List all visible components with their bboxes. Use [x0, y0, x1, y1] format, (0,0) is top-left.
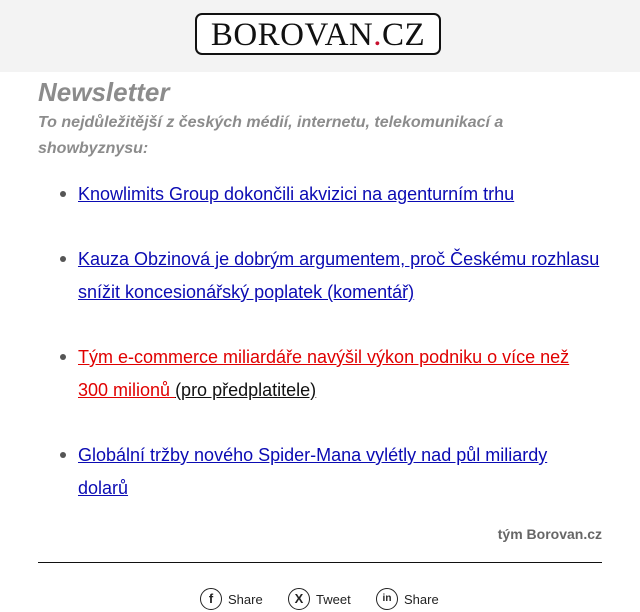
article-link[interactable]: Globální tržby nového Spider-Mana vylétly nad půl miliardy dolarů	[78, 445, 548, 498]
logo-dot: .	[373, 17, 382, 53]
share-label: Share	[228, 592, 263, 607]
list-item	[38, 341, 602, 407]
x-twitter-icon: X	[288, 588, 310, 610]
signature: tým Borovan.cz	[497, 526, 602, 542]
article-link[interactable]: Kauza Obzinová je dobrým argumentem, proč Českému rozhlasu snížit koncesionářský poplatek (komentář)	[78, 249, 600, 302]
logo-main-text: BOROVAN	[210, 17, 374, 53]
newsletter-title: Newsletter	[38, 77, 170, 107]
share-label: Share	[404, 592, 439, 607]
share-bar	[200, 588, 460, 612]
facebook-icon: f	[200, 588, 222, 610]
bullet-icon	[60, 354, 66, 360]
bullet-icon	[60, 256, 66, 262]
article-list	[38, 178, 602, 505]
newsletter-content	[38, 76, 602, 537]
logo-tld-text: CZ	[382, 17, 426, 53]
bullet-icon	[60, 191, 66, 197]
share-x-button[interactable]	[288, 588, 351, 612]
header-bar	[0, 0, 640, 72]
share-linkedin-button[interactable]	[376, 588, 439, 612]
list-item	[38, 439, 602, 505]
article-link[interactable]: Knowlimits Group dokončili akvizici na agenturním trhu	[78, 184, 515, 204]
subscriber-only-label: (pro předplatitele)	[175, 380, 317, 400]
share-label: Tweet	[316, 592, 351, 607]
share-facebook-button[interactable]	[200, 588, 263, 612]
premium-article-title: Tým e-commerce miliardáře navýšil výkon podniku o více než 300 milionů	[78, 347, 570, 400]
list-item	[38, 178, 602, 211]
borovan-logo[interactable]	[195, 13, 441, 55]
premium-article-link[interactable]	[78, 347, 569, 400]
newsletter-subtitle: To nejdůležitější z českých médií, internetu, telekomunikací a showbyznysu:	[38, 114, 504, 157]
list-item	[38, 243, 602, 309]
divider	[38, 562, 602, 563]
linkedin-icon: in	[376, 588, 398, 610]
bullet-icon	[60, 452, 66, 458]
